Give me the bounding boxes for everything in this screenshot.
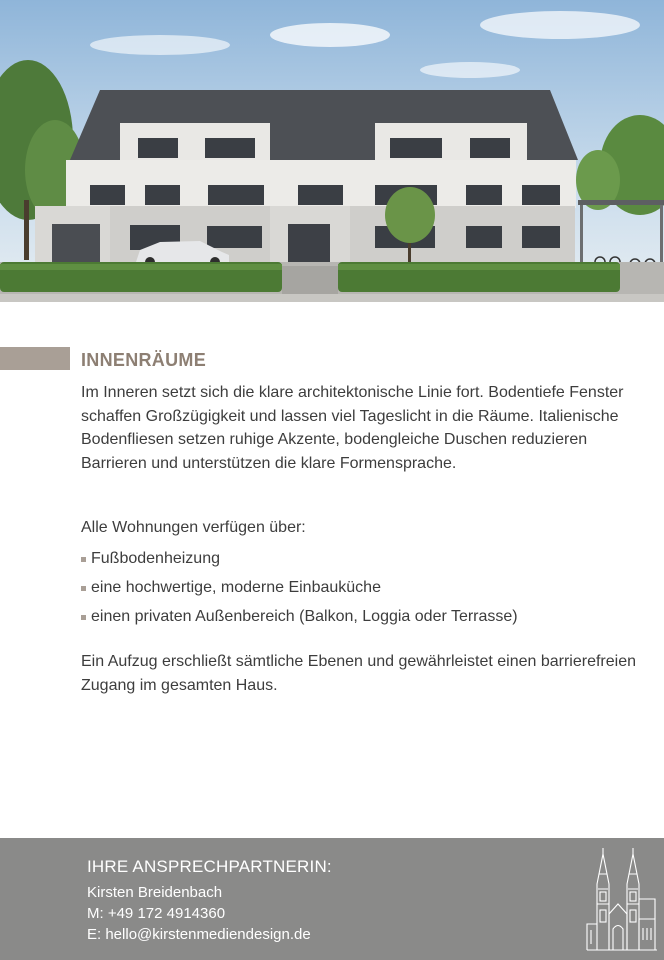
contact-footer bbox=[0, 838, 664, 960]
intro-paragraph: Im Inneren setzt sich die klare architektonische Linie fort. Bodentiefe Fenster schaffen Großzügigkeit und lassen viel Tageslicht in die Räume. Italienische Bodenfliesen setzen ruhige Akzente, bodengleiche Duschen reduzieren Barrieren und unterstützen die klare Formensprache. bbox=[81, 384, 624, 472]
footer-title: IHRE ANSPRECHPARTNERIN: bbox=[87, 857, 332, 876]
features-list bbox=[81, 544, 641, 631]
list-item bbox=[81, 544, 641, 573]
bullet-icon bbox=[81, 615, 86, 620]
contact-phone[interactable]: M: +49 172 4914360 bbox=[87, 905, 226, 922]
feature-label: Fußbodenheizung bbox=[91, 550, 220, 567]
bullet-icon bbox=[81, 586, 86, 591]
section-heading: INNENRÄUME bbox=[81, 350, 207, 370]
feature-label: eine hochwertige, moderne Einbauküche bbox=[91, 579, 381, 596]
feature-label: einen privaten Außenbereich (Balkon, Loggia oder Terrasse) bbox=[91, 608, 518, 625]
contact-name: Kirsten Breidenbach bbox=[87, 884, 223, 901]
list-item bbox=[81, 602, 641, 631]
bullet-icon bbox=[81, 557, 86, 562]
list-item bbox=[81, 573, 641, 602]
features-intro: Alle Wohnungen verfügen über: bbox=[81, 519, 306, 536]
contact-email[interactable]: E: hello@kirstenmediendesign.de bbox=[87, 926, 311, 943]
hero-building-image bbox=[0, 0, 664, 302]
heading-accent-bar bbox=[0, 347, 70, 370]
closing-paragraph: Ein Aufzug erschließt sämtliche Ebenen und gewährleistet einen barrierefreien Zugang im gesamten Haus. bbox=[81, 653, 636, 694]
cathedral-logo-icon bbox=[583, 844, 661, 959]
